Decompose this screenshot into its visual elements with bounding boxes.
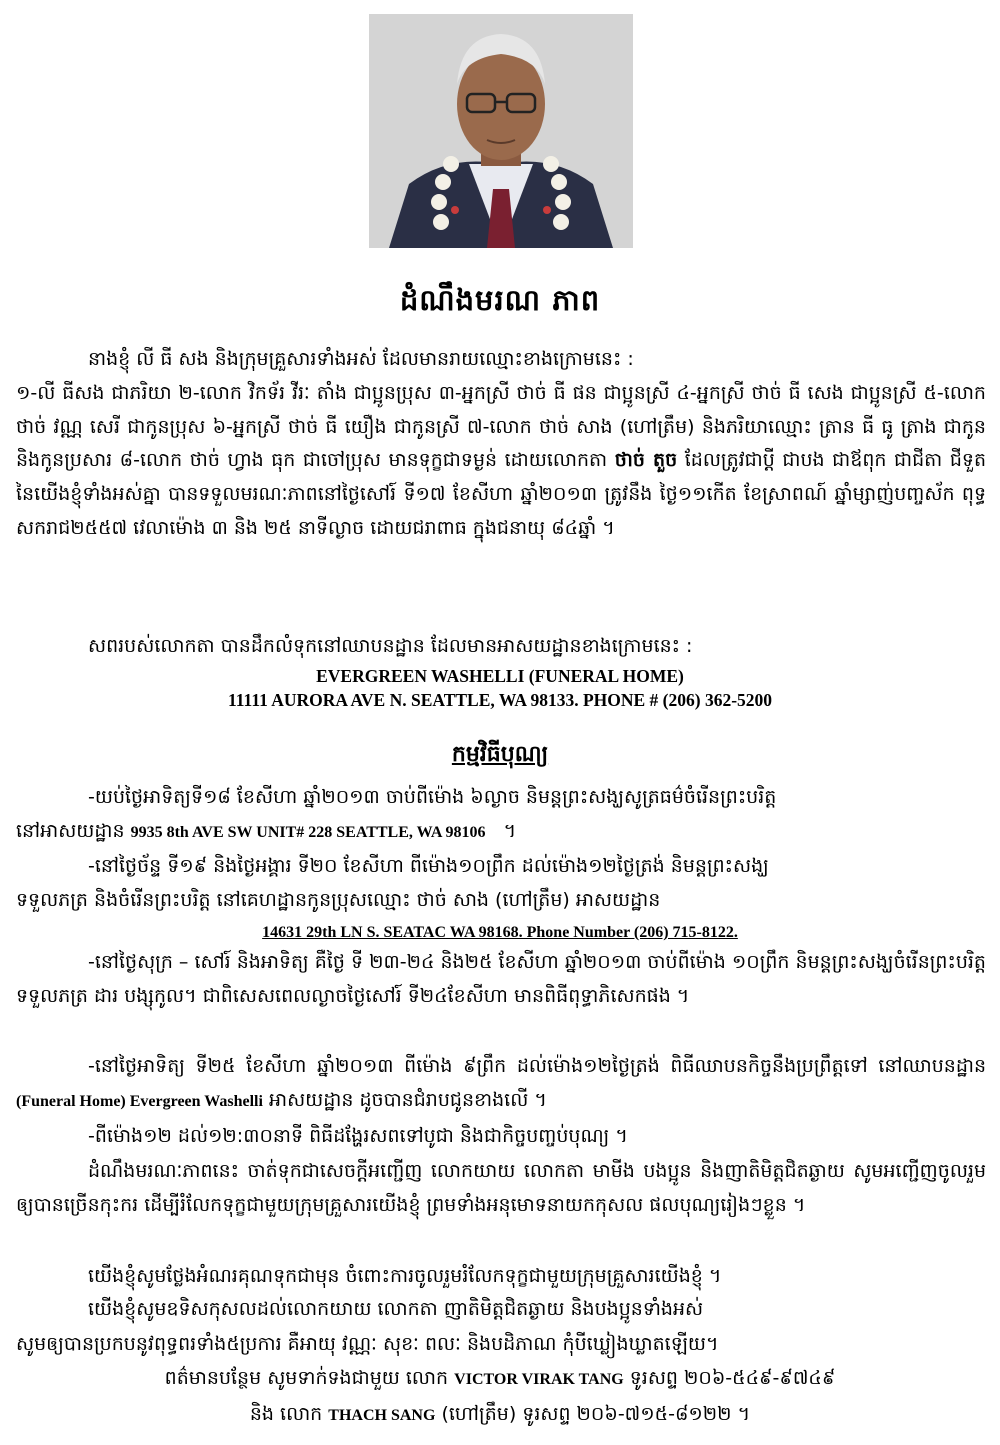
portrait-photo xyxy=(369,14,633,248)
contact-2-phone: (ហៅត្រឹម) ទូរសព្ទ ២០៦-៧១៥-៨១២២ ។ xyxy=(441,1403,751,1425)
announcement-body xyxy=(16,377,986,546)
program-item-1-address: 9935 8th AVE SW UNIT# 228 SEATTLE, WA 98106 xyxy=(130,824,486,841)
closing-dedication-line2: សូមឲ្យបានប្រកបនូវពុទ្ធពរទាំង៥ប្រការ គឺអាយុ វណ្ណៈ សុខៈ ពលៈ និងបដិភាណ កុំបីឃ្លៀងឃ្លាតឡើយ។ xyxy=(16,1333,719,1355)
contact-2-name: THACH SANG xyxy=(328,1407,436,1424)
program-item-4-text: -នៅថ្ងៃអាទិត្យ ទី២៥ ខែសីហា ឆ្នាំ២០១៣ ពីម៉ោង ៩ព្រឹក ដល់ម៉ោង១២ថ្ងៃត្រង់ ពិធីឈាបនកិច្ចនឹងប្រព្រឹត្តទៅ នៅឈាបនដ្ឋាន xyxy=(88,1055,986,1077)
program-heading: កម្មវិធីបុណ្យ xyxy=(451,742,549,767)
program-item-5: -ពីម៉ោង១២ ដល់១២:៣០នាទី ពិធីដង្ហែរសពទៅបូជា និងជាកិច្ចបញ្ចប់បុណ្យ ។ xyxy=(88,1125,628,1147)
program-item-1-end: ។ xyxy=(503,820,517,842)
closing-invitation: ដំណឹងមរណៈភាពនេះ ចាត់ទុកជាសេចក្ដីអញ្ជើញ លោកយាយ លោកតា មាមីង បងប្អូន និងញាតិមិត្តជិតឆ្ងាយ សូមអញ្ជើញចូលរួមឲ្យបានច្រើនកុះករ ដើម្បីរំលែកទុក្ខជាមួយក្រុមគ្រួសារយើងខ្ញុំ ព្រមទាំងអនុមោទនាយកកុសល ផលបុណ្យរៀងៗខ្លួន ។ xyxy=(16,1160,986,1216)
contact-line-1 xyxy=(0,1366,1000,1394)
portrait-illustration xyxy=(369,14,633,248)
contact-1-phone: ទូរសព្ទ ២០៦-៥៤៩-៩៧៤៩ xyxy=(629,1367,836,1389)
program-item-1-address-line xyxy=(16,819,986,847)
deceased-name: ថាច់ តួច xyxy=(614,449,678,472)
contact-1-prefix: ពត៌មានបន្ថែម សូមទាក់ទងជាមួយ លោក xyxy=(164,1367,449,1389)
program-item-4-end: អាសយដ្ឋាន ដូចបានជំរាបជូនខាងលើ ។ xyxy=(268,1088,547,1111)
program-item-1: -យប់ថ្ងៃអាទិត្យទី១៨ ខែសីហា ឆ្នាំ២០១៣ ចាប់ពីម៉ោង ៦ល្ងាច និមន្តព្រះសង្ឃសូត្រធម៌ចំរើនព្រះបរិត្ត xyxy=(88,786,777,808)
page-title: ដំណឹងមរណ ភាព xyxy=(399,283,601,317)
program-item-2-address: 14631 29th LN S. SEATAC WA 98168. Phone Number (206) 715-8122. xyxy=(262,924,738,941)
program-item-2-line2: ទទួលភត្រ និងចំរើនព្រះបរិត្ត នៅគេហដ្ឋានកូនប្រុសឈ្មោះ ថាច់ សាង (ហៅត្រឹម) អាសយដ្ឋាន xyxy=(16,889,661,911)
contact-1-name: VICTOR VIRAK TANG xyxy=(454,1371,624,1388)
program-item-2-line1: -នៅថ្ងៃច័ន្ទ ទី១៩ និងថ្ងៃអង្គារ ទី២០ ខែសីហា ពីម៉ោង១០ព្រឹក ដល់ម៉ោង១២ថ្ងៃត្រង់ និមន្តព្រះសង្ឃ xyxy=(88,855,769,877)
funeral-home-name: EVERGREEN WASHELLI (FUNERAL HOME) xyxy=(316,666,684,686)
program-item-3: -នៅថ្ងៃសុក្រ – សៅរ៍ និងអាទិត្យ គឺថ្ងៃ ទី ២៣-២៤ និង២៥ ខែសីហា ឆ្នាំ២០១៣ ចាប់ពីម៉ោង ១០ព្រឹក និមន្តព្រះសង្ឃចំរើនព្រះបរិត្ត ទទួលភត្រ ដារ បង្សុកូល។ ជាពិសេសពេលល្ងាចថ្ងៃសៅរ៍ ទី២៤ខែសីហា មានពិធីពុទ្ធាភិសេកផង ។ xyxy=(16,951,986,1007)
announcement-intro: នាងខ្ញុំ លី ធី សង និងក្រុមគ្រួសារទាំងអស់ ដែលមានរាយឈ្មោះខាងក្រោមនេះ : xyxy=(88,348,634,370)
program-item-4-funeral-home: (Funeral Home) Evergreen Washelli xyxy=(16,1092,263,1110)
closing-dedication-line1: យើងខ្ញុំសូមឧទិសកុសលដល់លោកយាយ លោកតា ញាតិមិត្តជិតឆ្ងាយ និងបងប្អូនទាំងអស់ xyxy=(88,1298,704,1320)
contact-2-prefix: និង លោក xyxy=(249,1403,323,1425)
program-item-1-address-prefix: នៅអាសយដ្ឋាន xyxy=(16,820,125,842)
announcement-body-part2: ដែលត្រូវជាប្ដី ជាបង ជាឪពុក ជាជីតា ជីទួត នៃយើងខ្ញុំទាំងអស់គ្នា បានទទួលមរណៈភាពនៅថ្ងៃសៅរ៍ ទី១៧ ខែសីហា ឆ្នាំ២០១៣ ត្រូវនឹង ថ្ងៃ១១កើត ខែស្រាពណ៍ ឆ្នាំម្សាញ់បញ្ចស័ក ពុទ្ធសករាជ២៥៥៧ វេលាម៉ោង ៣ និង ២៥ នាទីល្ងាច ដោយជរាពាធ ក្នុងជនាយុ ៨៤ឆ្នាំ ។ xyxy=(16,449,987,539)
program-item-4 xyxy=(16,1050,986,1118)
contact-line-2 xyxy=(0,1402,1000,1430)
funeral-intro: សពរបស់លោកតា បានដឹកលំទុកនៅឈាបនដ្ឋាន ដែលមានអាសយដ្ឋានខាងក្រោមនេះ : xyxy=(88,635,693,657)
announcement-body-part1: ១-លី ធីសង ជាភរិយា ២-លោក វិកទ័រ វីរៈ តាំង ជាប្អូនប្រុស ៣-អ្នកស្រី ថាច់ ធី ផន ជាប្អូនស្រី ៤-អ្នកស្រី ថាច់ ធី សេង ជាប្អូនស្រី ៥-លោក ថាច់ វណ្ណ សេរី ជាកូនប្រុស ៦-អ្នកស្រី ថាច់ ធី យឿង ជាកូនស្រី ៧-លោក ថាច់ សាង (ហៅត្រឹម) និងភរិយាឈ្មោះ ត្រាន ធី ធូ ត្រាង ជាកូន និងកូនប្រសារ ៨-លោក ថាច់ ហ្វាង ធុក ជាចៅប្រុស មានទុក្ខជាទម្ងន់ ដោយលោកតា xyxy=(16,382,986,472)
closing-thanks: យើងខ្ញុំសូមថ្លែងអំណរគុណទុកជាមុន ចំពោះការចូលរួមរំលែកទុក្ខជាមួយក្រុមគ្រួសារយើងខ្ញុំ ។ xyxy=(88,1265,722,1287)
funeral-home-address: 11111 AURORA AVE N. SEATTLE, WA 98133. PHONE # (206) 362-5200 xyxy=(227,690,773,710)
